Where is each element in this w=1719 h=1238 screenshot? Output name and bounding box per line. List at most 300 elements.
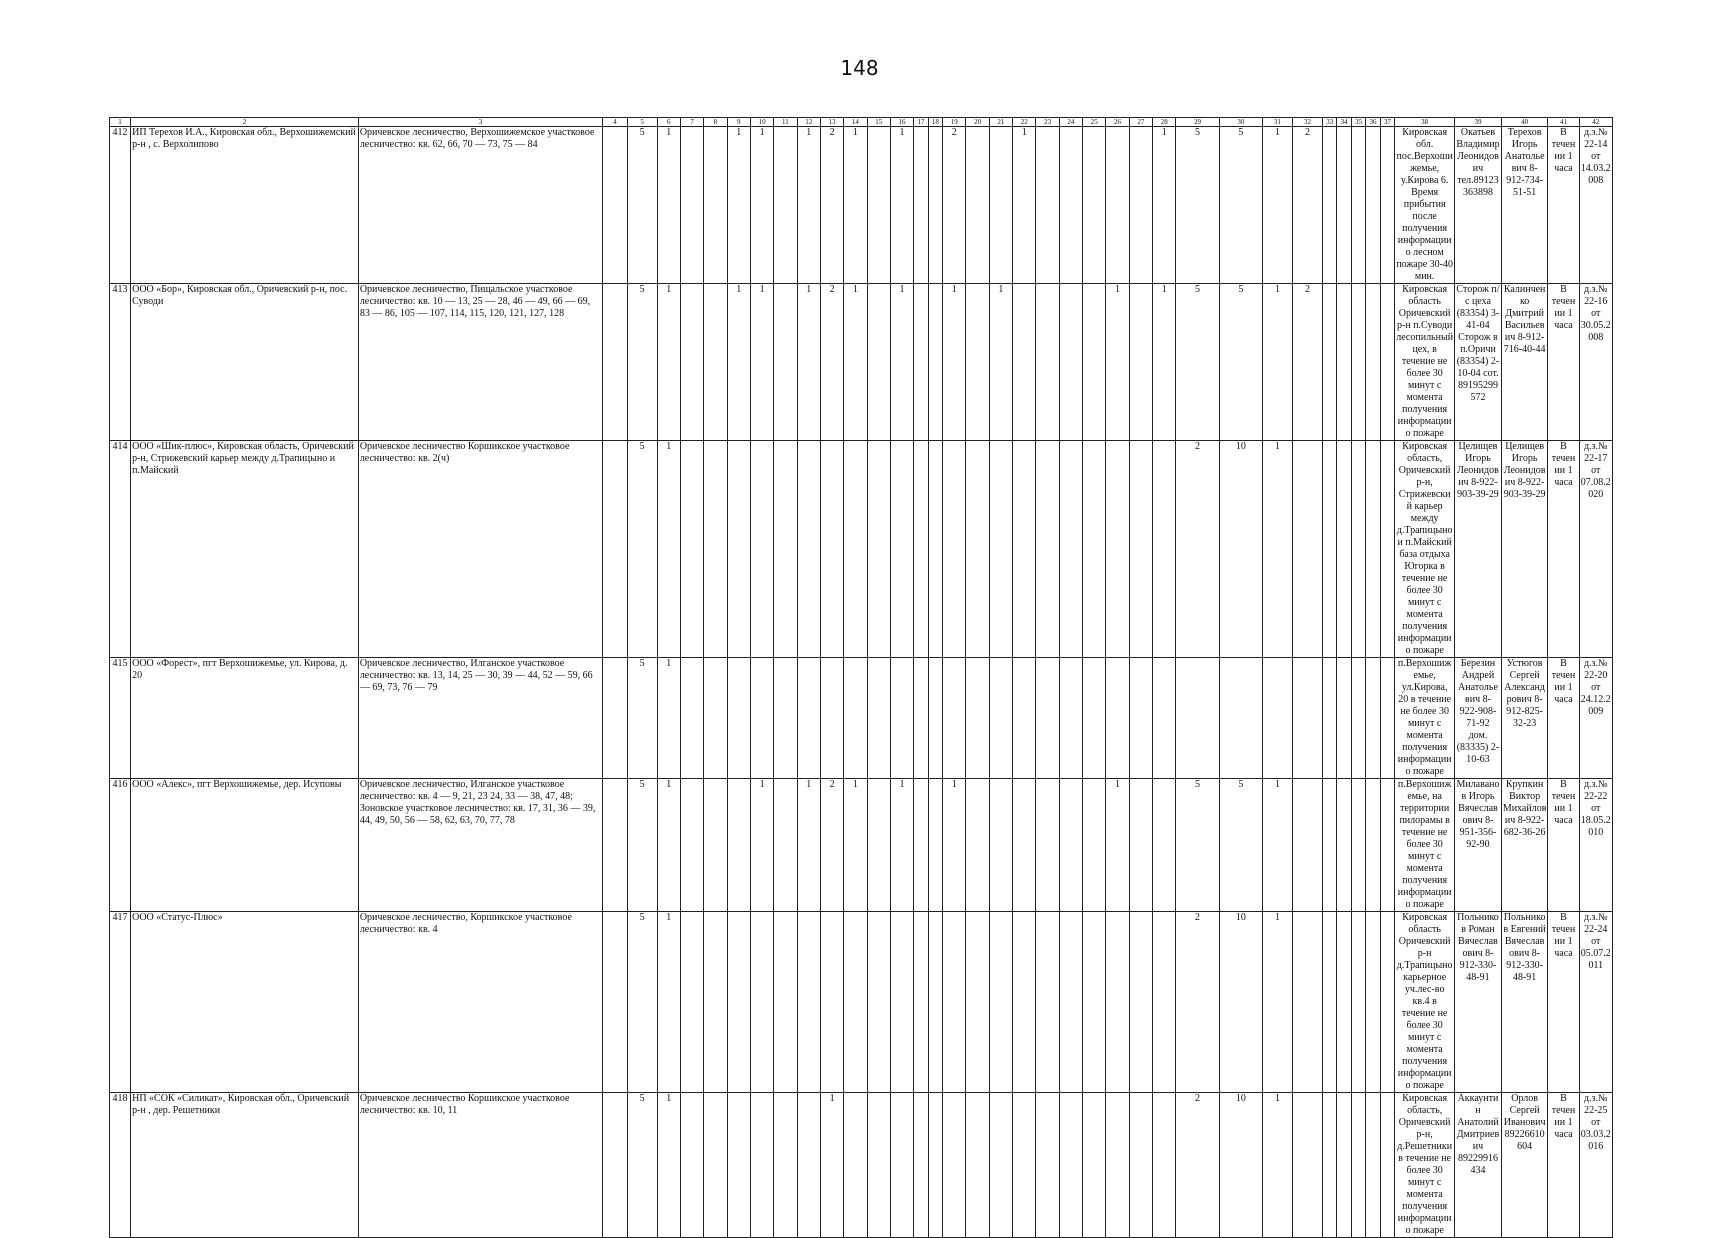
cell-col-9 (727, 658, 750, 779)
cell-col-25 (1083, 658, 1106, 779)
cell-col-4 (603, 127, 627, 284)
column-number-40: 40 (1501, 118, 1548, 127)
column-number-25: 25 (1083, 118, 1106, 127)
cell-col-1: 416 (110, 779, 131, 912)
cell-col-13: 2 (820, 284, 843, 441)
cell-col-24 (1059, 127, 1082, 284)
cell-col-1: 418 (110, 1093, 131, 1238)
cell-col-36 (1366, 658, 1380, 779)
cell-col-37 (1380, 1093, 1394, 1238)
cell-col-3: Оричевское лесничество, Пищальское участковое лесничество: кв. 10 — 13, 25 — 28, 46 — 49, 66 — 69, 83 — 86, 105 — 107, 114, 115, 120, 121, 127, 128 (358, 284, 602, 441)
cell-col-41: В течении 1 часа (1548, 658, 1579, 779)
cell-col-30: 5 (1219, 127, 1262, 284)
cell-col-32 (1292, 779, 1322, 912)
cell-col-6: 1 (657, 1093, 680, 1238)
cell-col-20 (966, 658, 989, 779)
cell-col-21 (989, 912, 1012, 1093)
cell-col-31: 1 (1263, 284, 1293, 441)
cell-col-12 (797, 912, 820, 1093)
cell-col-23 (1036, 912, 1059, 1093)
column-number-32: 32 (1292, 118, 1322, 127)
cell-col-19: 2 (943, 127, 966, 284)
cell-col-41: В течении 1 часа (1548, 1093, 1579, 1238)
cell-col-35 (1351, 441, 1365, 658)
cell-col-32 (1292, 441, 1322, 658)
cell-col-39: Окатьев Владимир Леонидович тел.89123363898 (1455, 127, 1502, 284)
table-row (110, 912, 1613, 1093)
cell-col-25 (1083, 441, 1106, 658)
cell-col-10 (750, 658, 773, 779)
cell-col-29: 5 (1176, 284, 1219, 441)
cell-col-32: 2 (1292, 284, 1322, 441)
column-number-37: 37 (1380, 118, 1394, 127)
cell-col-35 (1351, 658, 1365, 779)
cell-col-9 (727, 912, 750, 1093)
cell-col-42: д.з.№ 22-14 от 14.03.2008 (1579, 127, 1612, 284)
cell-col-34 (1337, 127, 1351, 284)
cell-col-35 (1351, 1093, 1365, 1238)
cell-col-28 (1153, 1093, 1176, 1238)
cell-col-16 (890, 441, 913, 658)
cell-col-17 (914, 658, 928, 779)
cell-col-14 (844, 1093, 867, 1238)
cell-col-15 (867, 441, 890, 658)
column-number-14: 14 (844, 118, 867, 127)
cell-col-29: 5 (1176, 127, 1219, 284)
cell-col-8 (704, 284, 727, 441)
cell-col-30 (1219, 658, 1262, 779)
cell-col-36 (1366, 441, 1380, 658)
cell-col-20 (966, 1093, 989, 1238)
cell-col-33 (1322, 779, 1336, 912)
cell-col-5: 5 (627, 284, 657, 441)
cell-col-12 (797, 1093, 820, 1238)
cell-col-27 (1129, 441, 1152, 658)
cell-col-35 (1351, 779, 1365, 912)
cell-col-34 (1337, 441, 1351, 658)
column-number-18: 18 (928, 118, 942, 127)
cell-col-22 (1013, 779, 1036, 912)
cell-col-40: Целищев Игорь Леонидович 8-922-903-39-29 (1501, 441, 1548, 658)
column-number-33: 33 (1322, 118, 1336, 127)
cell-col-6: 1 (657, 441, 680, 658)
cell-col-37 (1380, 912, 1394, 1093)
cell-col-22 (1013, 284, 1036, 441)
cell-col-11 (774, 779, 797, 912)
cell-col-10: 1 (750, 127, 773, 284)
cell-col-20 (966, 912, 989, 1093)
cell-col-11 (774, 127, 797, 284)
cell-col-28: 1 (1153, 284, 1176, 441)
cell-col-6: 1 (657, 658, 680, 779)
cell-col-2: НП «СОК «Силикат», Кировская обл., Оричевский р-н , дер. Решетники (131, 1093, 359, 1238)
cell-col-30: 5 (1219, 779, 1262, 912)
cell-col-31: 1 (1263, 127, 1293, 284)
cell-col-10: 1 (750, 779, 773, 912)
cell-col-25 (1083, 912, 1106, 1093)
cell-col-5: 5 (627, 912, 657, 1093)
cell-col-37 (1380, 658, 1394, 779)
cell-col-11 (774, 912, 797, 1093)
column-number-2: 2 (131, 118, 359, 127)
cell-col-26 (1106, 912, 1129, 1093)
cell-col-16: 1 (890, 127, 913, 284)
column-number-41: 41 (1548, 118, 1579, 127)
column-number-31: 31 (1263, 118, 1293, 127)
cell-col-24 (1059, 658, 1082, 779)
cell-col-24 (1059, 912, 1082, 1093)
column-number-15: 15 (867, 118, 890, 127)
column-number-34: 34 (1337, 118, 1351, 127)
cell-col-40: Польников Евгений Вячеславович 8-912-330-48-91 (1501, 912, 1548, 1093)
cell-col-15 (867, 284, 890, 441)
cell-col-17 (914, 779, 928, 912)
cell-col-2: ООО «Форест», пгт Верхошижемье, ул. Кирова, д. 20 (131, 658, 359, 779)
cell-col-41: В течении 1 часа (1548, 441, 1579, 658)
cell-col-38: Кировская область Оричевский р-н д.Трапицыно карьерное уч.лес-во кв.4 в течение не более 30 минут с момента получения информации о пожаре (1395, 912, 1455, 1093)
cell-col-10 (750, 912, 773, 1093)
cell-col-28 (1153, 441, 1176, 658)
cell-col-5: 5 (627, 127, 657, 284)
cell-col-16 (890, 912, 913, 1093)
cell-col-39: Березин Андрей Анатольевич 8-922-908-71-92 дом.(83335) 2-10-63 (1455, 658, 1502, 779)
cell-col-23 (1036, 441, 1059, 658)
cell-col-36 (1366, 912, 1380, 1093)
cell-col-26 (1106, 1093, 1129, 1238)
cell-col-3: Оричевское лесничество, Верхошижемское участковое лесничество: кв. 62, 66, 70 — 73, 75 — 84 (358, 127, 602, 284)
cell-col-18 (928, 127, 942, 284)
cell-col-36 (1366, 1093, 1380, 1238)
cell-col-16 (890, 658, 913, 779)
cell-col-20 (966, 779, 989, 912)
cell-col-3: Оричевское лесничество Коршикское участковое лесничество: кв. 10, 11 (358, 1093, 602, 1238)
cell-col-16: 1 (890, 284, 913, 441)
table-row (110, 1093, 1613, 1238)
cell-col-29: 2 (1176, 912, 1219, 1093)
cell-col-39: Сторож п/с цеха (83354) 3-41-04 Сторож в п.Оричи (83354) 2-10-04 сот. 89195299572 (1455, 284, 1502, 441)
cell-col-21 (989, 779, 1012, 912)
column-number-42: 42 (1579, 118, 1612, 127)
cell-col-21 (989, 1093, 1012, 1238)
cell-col-29: 5 (1176, 779, 1219, 912)
column-number-9: 9 (727, 118, 750, 127)
cell-col-1: 417 (110, 912, 131, 1093)
cell-col-36 (1366, 779, 1380, 912)
cell-col-2: ООО «Бор», Кировская обл., Оричевский р-н, пос. Суводи (131, 284, 359, 441)
cell-col-11 (774, 658, 797, 779)
cell-col-23 (1036, 1093, 1059, 1238)
column-number-4: 4 (603, 118, 627, 127)
column-number-21: 21 (989, 118, 1012, 127)
cell-col-15 (867, 658, 890, 779)
cell-col-13 (820, 912, 843, 1093)
cell-col-26 (1106, 127, 1129, 284)
cell-col-6: 1 (657, 912, 680, 1093)
cell-col-14 (844, 658, 867, 779)
cell-col-13: 2 (820, 779, 843, 912)
table-row (110, 127, 1613, 284)
cell-col-32 (1292, 658, 1322, 779)
cell-col-10 (750, 1093, 773, 1238)
cell-col-9 (727, 779, 750, 912)
cell-col-36 (1366, 284, 1380, 441)
cell-col-41: В течении 1 часа (1548, 912, 1579, 1093)
cell-col-6: 1 (657, 779, 680, 912)
cell-col-18 (928, 1093, 942, 1238)
cell-col-19: 1 (943, 779, 966, 912)
cell-col-39: Аккаунтин Анатолий Дмитриевич 89229916434 (1455, 1093, 1502, 1238)
column-number-3: 3 (358, 118, 602, 127)
cell-col-35 (1351, 912, 1365, 1093)
cell-col-7 (680, 779, 703, 912)
cell-col-40: Орлов Сергей Иванович 89226610604 (1501, 1093, 1548, 1238)
column-number-29: 29 (1176, 118, 1219, 127)
cell-col-7 (680, 284, 703, 441)
cell-col-22 (1013, 441, 1036, 658)
cell-col-12: 1 (797, 779, 820, 912)
cell-col-9 (727, 441, 750, 658)
cell-col-27 (1129, 658, 1152, 779)
column-number-11: 11 (774, 118, 797, 127)
cell-col-40: Устюгов Сергей Александрович 8-912-825-32-23 (1501, 658, 1548, 779)
cell-col-15 (867, 912, 890, 1093)
cell-col-13: 1 (820, 1093, 843, 1238)
cell-col-36 (1366, 127, 1380, 284)
column-number-7: 7 (680, 118, 703, 127)
cell-col-19 (943, 658, 966, 779)
cell-col-10 (750, 441, 773, 658)
column-number-19: 19 (943, 118, 966, 127)
cell-col-26: 1 (1106, 284, 1129, 441)
cell-col-1: 415 (110, 658, 131, 779)
column-number-27: 27 (1129, 118, 1152, 127)
cell-col-33 (1322, 284, 1336, 441)
cell-col-17 (914, 127, 928, 284)
cell-col-14 (844, 912, 867, 1093)
cell-col-25 (1083, 779, 1106, 912)
cell-col-40: Калинченко Дмитрий Васильевич 8-912-716-40-44 (1501, 284, 1548, 441)
cell-col-34 (1337, 1093, 1351, 1238)
column-number-1: 1 (110, 118, 131, 127)
cell-col-26 (1106, 441, 1129, 658)
cell-col-28: 1 (1153, 127, 1176, 284)
cell-col-32 (1292, 912, 1322, 1093)
cell-col-35 (1351, 127, 1365, 284)
column-number-6: 6 (657, 118, 680, 127)
cell-col-37 (1380, 127, 1394, 284)
column-number-23: 23 (1036, 118, 1059, 127)
cell-col-22: 1 (1013, 127, 1036, 284)
cell-col-11 (774, 284, 797, 441)
cell-col-31: 1 (1263, 912, 1293, 1093)
cell-col-4 (603, 1093, 627, 1238)
cell-col-19 (943, 1093, 966, 1238)
cell-col-8 (704, 779, 727, 912)
cell-col-22 (1013, 658, 1036, 779)
cell-col-33 (1322, 1093, 1336, 1238)
cell-col-29 (1176, 658, 1219, 779)
column-number-22: 22 (1013, 118, 1036, 127)
cell-col-32: 2 (1292, 127, 1322, 284)
cell-col-23 (1036, 284, 1059, 441)
cell-col-38: Кировская область Оричевский р-н п.Суводи лесопильный цех, в течение не более 30 минут с момента получения информации о пожаре (1396, 284, 1454, 439)
cell-col-10: 1 (750, 284, 773, 441)
cell-col-21 (989, 658, 1012, 779)
cell-col-29: 2 (1176, 1093, 1219, 1238)
cell-col-27 (1129, 1093, 1152, 1238)
cell-col-24 (1059, 441, 1082, 658)
column-number-5: 5 (627, 118, 657, 127)
cell-col-19 (943, 441, 966, 658)
cell-col-38: Кировская область, Оричевский р-н, Стрижевский карьер между д.Трапицыно и п.Майский база отдыха Югорка в течение не более 30 минут с момента получения информации о пожаре (1395, 441, 1455, 658)
cell-col-25 (1083, 127, 1106, 284)
cell-col-34 (1337, 779, 1351, 912)
cell-col-41: В течении 1 часа (1548, 127, 1579, 284)
cell-col-42: д.з.№ 22-24 от 05.07.2011 (1579, 912, 1612, 1093)
column-number-39: 39 (1455, 118, 1502, 127)
cell-col-24 (1059, 284, 1082, 441)
cell-col-15 (867, 1093, 890, 1238)
cell-col-39: Милаванов Игорь Вячеславович 8-951-356-92-90 (1455, 779, 1502, 912)
cell-col-33 (1322, 912, 1336, 1093)
cell-col-38: Кировская область, Оричевский р-н, д.Решетники в течение не более 30 минут с момента получения информации о пожаре (1395, 1093, 1455, 1238)
cell-col-23 (1036, 779, 1059, 912)
column-number-17: 17 (914, 118, 928, 127)
cell-col-1: 414 (110, 441, 131, 658)
cell-col-22 (1013, 912, 1036, 1093)
cell-col-29: 2 (1176, 441, 1219, 658)
cell-col-34 (1337, 912, 1351, 1093)
column-number-38: 38 (1395, 118, 1455, 127)
cell-col-30: 10 (1219, 912, 1262, 1093)
cell-col-27 (1129, 912, 1152, 1093)
cell-col-12: 1 (797, 127, 820, 284)
cell-col-1: 413 (110, 284, 131, 441)
cell-col-18 (928, 658, 942, 779)
cell-col-2: ИП Терехов И.А., Кировская обл., Верхошижемский р-н , с. Верхолипово (131, 127, 359, 284)
cell-col-3: Оричевское лесничество, Коршикское участковое лесничество: кв. 4 (358, 912, 602, 1093)
column-number-13: 13 (820, 118, 843, 127)
cell-col-13: 2 (820, 127, 843, 284)
cell-col-6: 1 (657, 284, 680, 441)
column-number-10: 10 (750, 118, 773, 127)
column-number-12: 12 (797, 118, 820, 127)
cell-col-3: Оричевское лесничество Коршикское участковое лесничество: кв. 2(ч) (358, 441, 602, 658)
column-number-30: 30 (1219, 118, 1262, 127)
register-table (109, 117, 1613, 1238)
cell-col-31: 1 (1263, 441, 1293, 658)
cell-col-20 (966, 441, 989, 658)
table-row (110, 441, 1613, 658)
cell-col-12 (797, 441, 820, 658)
cell-col-30: 5 (1219, 284, 1262, 441)
cell-col-21: 1 (989, 284, 1012, 441)
cell-col-22 (1013, 1093, 1036, 1238)
cell-col-39: Целищев Игорь Леонидович 8-922-903-39-29 (1455, 441, 1502, 658)
cell-col-3: Оричевское лесничество, Илганское участковое лесничество: кв. 4 — 9, 21, 23 24, 33 — 38, 47, 48; Зоновское участковое лесничество: кв. 17, 31, 36 — 39, 44, 49, 50, 56 — 58, 62, 63, 70, 77, 78 (358, 779, 602, 912)
cell-col-8 (704, 658, 727, 779)
cell-col-5: 5 (627, 441, 657, 658)
cell-col-13 (820, 658, 843, 779)
cell-col-16: 1 (890, 779, 913, 912)
cell-col-26 (1106, 658, 1129, 779)
cell-col-37 (1380, 779, 1394, 912)
cell-col-16 (890, 1093, 913, 1238)
cell-col-18 (928, 779, 942, 912)
cell-col-31: 1 (1263, 779, 1293, 912)
cell-col-21 (989, 127, 1012, 284)
cell-col-9: 1 (727, 284, 750, 441)
cell-col-14 (844, 441, 867, 658)
cell-col-17 (914, 284, 928, 441)
cell-col-12: 1 (797, 284, 820, 441)
cell-col-30: 10 (1219, 441, 1262, 658)
cell-col-41: В течении 1 часа (1548, 284, 1579, 441)
cell-col-4 (603, 284, 627, 441)
cell-col-20 (966, 284, 989, 441)
cell-col-14: 1 (844, 127, 867, 284)
cell-col-33 (1322, 441, 1336, 658)
cell-col-42: д.з.№ 22-17 от 07.08.2020 (1579, 441, 1612, 658)
cell-col-11 (774, 1093, 797, 1238)
cell-col-7 (680, 658, 703, 779)
column-number-row (110, 118, 1613, 127)
cell-col-21 (989, 441, 1012, 658)
cell-col-41: В течении 1 часа (1548, 779, 1579, 912)
cell-col-32 (1292, 1093, 1322, 1238)
cell-col-31 (1263, 658, 1293, 779)
cell-col-11 (774, 441, 797, 658)
cell-col-25 (1083, 1093, 1106, 1238)
cell-col-28 (1153, 779, 1176, 912)
cell-col-28 (1153, 912, 1176, 1093)
cell-col-2: ООО «Статус-Плюс» (131, 912, 359, 1093)
cell-col-5: 5 (627, 1093, 657, 1238)
cell-col-5: 5 (627, 658, 657, 779)
column-number-36: 36 (1366, 118, 1380, 127)
cell-col-17 (914, 1093, 928, 1238)
cell-col-42: д.з.№ 22-22 от 18.05.2010 (1579, 779, 1612, 912)
cell-col-4 (603, 441, 627, 658)
cell-col-42: д.з.№ 22-25 от 03.03.2016 (1579, 1093, 1612, 1238)
cell-col-15 (867, 127, 890, 284)
cell-col-38: п.Верхошижемье, на территории пилорамы в течение не более 30 минут с момента получения информации о пожаре (1395, 779, 1455, 912)
column-number-24: 24 (1059, 118, 1082, 127)
cell-col-19: 1 (943, 284, 966, 441)
cell-col-7 (680, 127, 703, 284)
cell-col-12 (797, 658, 820, 779)
cell-col-25 (1083, 284, 1106, 441)
page-number: 148 (840, 56, 879, 80)
cell-col-4 (603, 779, 627, 912)
cell-col-4 (603, 658, 627, 779)
column-number-20: 20 (966, 118, 989, 127)
cell-col-3: Оричевское лесничество, Илганское участковое лесничество: кв. 13, 14, 25 — 30, 39 — 44, 52 — 59, 66 — 69, 73, 76 — 79 (358, 658, 602, 779)
column-number-28: 28 (1153, 118, 1176, 127)
cell-col-42: д.з.№ 22-20 от 24.12.2009 (1579, 658, 1612, 779)
cell-col-34 (1337, 284, 1351, 441)
cell-col-8 (704, 1093, 727, 1238)
cell-col-38: п.Верхошижемье, ул.Кирова, 20 в течение не более 30 минут с момента получения информации о пожаре (1395, 658, 1455, 779)
cell-col-28 (1153, 658, 1176, 779)
cell-col-40: Крупкин Виктор Михайлович 8-922-682-36-26 (1501, 779, 1548, 912)
cell-col-8 (704, 912, 727, 1093)
table-row (110, 658, 1613, 779)
table-row (110, 779, 1613, 912)
cell-col-17 (914, 912, 928, 1093)
cell-col-7 (680, 441, 703, 658)
cell-col-9 (727, 1093, 750, 1238)
